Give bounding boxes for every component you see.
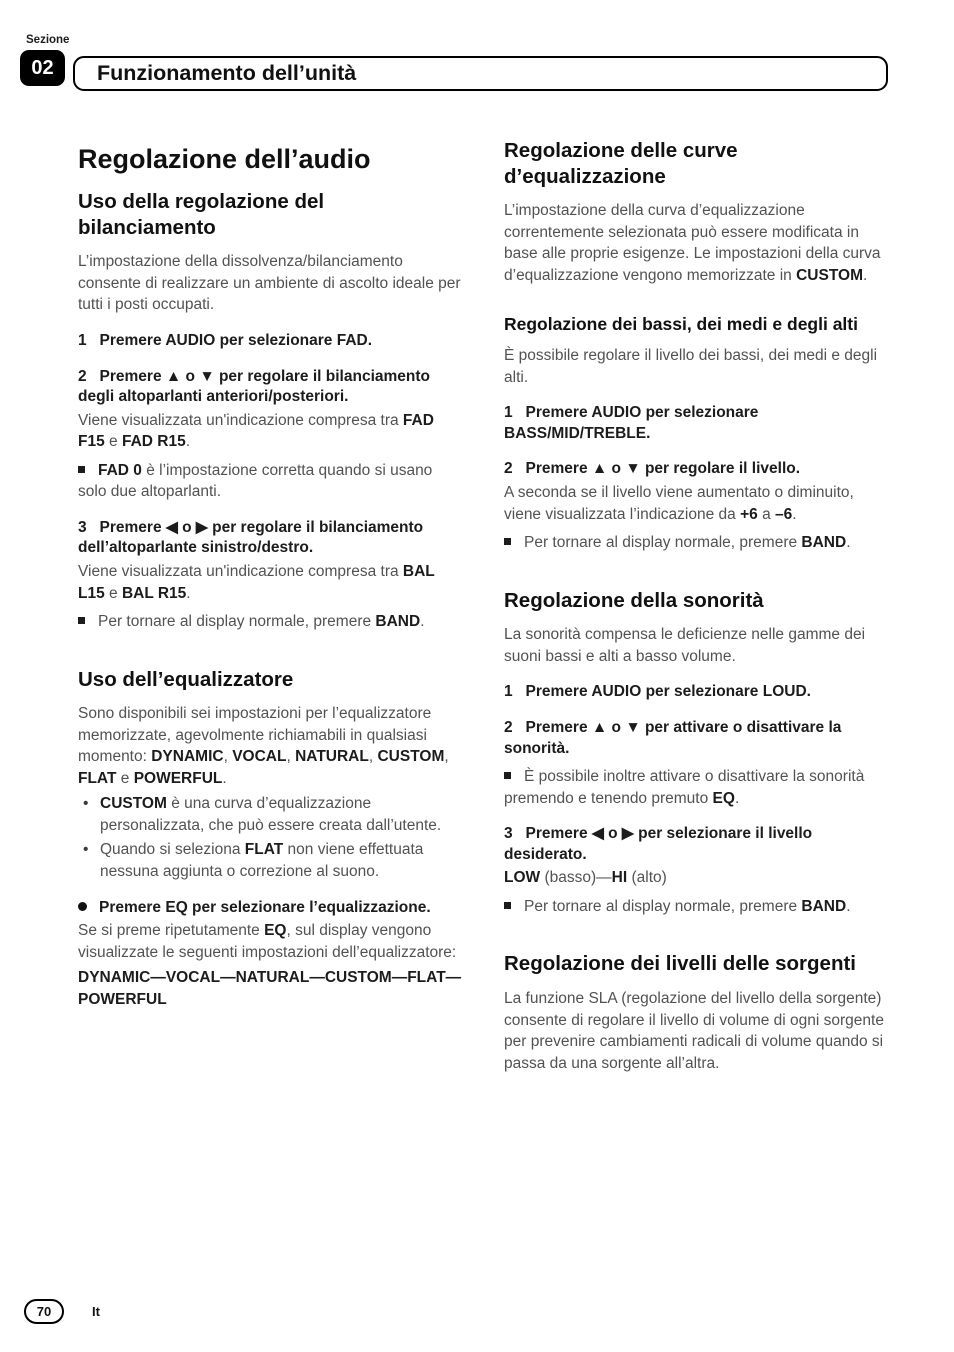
bass-step-2-result: A seconda se il livello viene aumentato o diminuito, viene visualizzata l’indicazione da +6 a –6. <box>504 484 854 523</box>
balance-intro-paragraph: L’impostazione della dissolvenza/bilanciamento consente di realizzare un ambiente di ascolto ideale per tutti i posti occupati. <box>78 253 461 314</box>
loudness-intro-paragraph: La sonorità compensa le deficienze nelle gamme dei suoni bassi e alti a basso volume. <box>504 626 866 665</box>
equalizer-sequence: DYNAMIC—VOCAL—NATURAL—CUSTOM—FLAT—POWERFUL <box>78 969 462 1008</box>
square-bullet-icon <box>78 466 85 473</box>
loudness-band-note-text: Per tornare al display normale, premere BAND. <box>524 897 851 915</box>
balance-step-3-result: Viene visualizzata un'indicazione compresa tra BAL L15 e BAL R15. <box>78 563 435 602</box>
equalizer-bullet-list <box>78 793 464 882</box>
chapter-header-row <box>20 50 888 92</box>
balance-step-1: 1 Premere AUDIO per selezionare FAD. <box>78 331 373 349</box>
balance-step-3: 3 Premere ◀ o ▶ per regolare il bilanciamento dell’altoparlante sinistro/destro. <box>78 518 424 557</box>
language-label: It <box>92 1304 100 1319</box>
loudness-eq-note <box>504 766 890 809</box>
square-bullet-icon <box>78 617 85 624</box>
eq-curves-heading: Regolazione delle curve d’equalizzazione <box>504 139 738 188</box>
equalizer-flat-bullet: • Quando si seleziona FLAT non viene effettuata nessuna aggiunta o correzione al suono. <box>100 839 464 882</box>
sla-intro-paragraph: La funzione SLA (regolazione del livello della sorgente) consente di regolare il livello di volume di ogni sorgente per prevenire cambiamenti radicali di volume quando si passa da una sorgente all’altra. <box>504 990 884 1072</box>
bass-mid-treble-intro: È possibile regolare il livello dei bassi, dei medi e degli alti. <box>504 347 878 386</box>
audio-adjustment-title: Regolazione dell’audio <box>78 144 371 174</box>
loudness-eq-note-text: È possibile inoltre attivare o disattivare la sonorità premendo e tenendo premuto EQ. <box>504 768 865 807</box>
equalizer-action-text: Premere EQ per selezionare l’equalizzazione. <box>99 898 431 916</box>
equalizer-heading: Uso dell’equalizzatore <box>78 667 294 691</box>
loudness-levels: LOW (basso)—HI (alto) <box>504 869 667 887</box>
square-bullet-icon <box>504 772 511 779</box>
equalizer-intro-paragraph: Sono disponibili sei impostazioni per l’equalizzatore memorizzate, agevolmente richiamabili in qualsiasi momento: DYNAMIC, VOCAL, NATURAL, CUSTOM, FLAT e POWERFUL. <box>78 705 449 787</box>
loudness-heading: Regolazione della sonorità <box>504 588 764 612</box>
chapter-title: Funzionamento dell’unità <box>97 61 357 85</box>
loudness-step-3: 3 Premere ◀ o ▶ per selezionare il livello desiderato. <box>504 825 813 863</box>
eq-curves-intro-paragraph: L’impostazione della curva d’equalizzazione correntemente selezionata può essere modificata in base alle proprie esigenze. Le impostazioni della curva d’equalizzazione vengono memorizzate in CUSTOM. <box>504 202 881 284</box>
balance-band-note-text: Per tornare al display normale, premere BAND. <box>98 613 425 631</box>
bass-band-note <box>504 532 890 554</box>
square-bullet-icon <box>504 902 511 909</box>
balance-band-note <box>78 611 464 633</box>
chapter-title-box <box>73 56 888 91</box>
bass-mid-treble-heading: Regolazione dei bassi, dei medi e degli alti <box>504 314 858 335</box>
bass-band-note-text: Per tornare al display normale, premere BAND. <box>524 534 851 552</box>
page-number: 70 <box>24 1299 64 1324</box>
page-body <box>0 138 954 1078</box>
balance-fad0-note <box>78 460 464 503</box>
bass-step-2: 2 Premere ▲ o ▼ per regolare il livello. <box>504 460 801 478</box>
equalizer-action <box>78 898 464 919</box>
equalizer-action-note: Se si preme ripetutamente EQ, sul display vengono visualizzate le seguenti impostazioni dell’equalizzatore: <box>78 922 457 961</box>
equalizer-custom-bullet: • CUSTOM è una curva d’equalizzazione personalizzata, che può essere creata dall’utente. <box>100 793 464 836</box>
balance-fad0-note-text: FAD 0 è l’impostazione corretta quando si usano solo due altoparlanti. <box>78 461 433 501</box>
loudness-step-1: 1 Premere AUDIO per selezionare LOUD. <box>504 683 811 701</box>
balance-step-2-result: Viene visualizzata un'indicazione compresa tra FAD F15 e FAD R15. <box>78 411 434 451</box>
page-footer <box>24 1299 100 1324</box>
balance-heading: Uso della regolazione del bilanciamento <box>78 190 325 239</box>
balance-step-2: 2 Premere ▲ o ▼ per regolare il bilanciamento degli altoparlanti anteriori/posteriori. <box>78 367 430 406</box>
section-label: Sezione <box>26 34 70 46</box>
page-header <box>0 0 954 92</box>
loudness-band-note <box>504 896 890 918</box>
section-number-badge: 02 <box>20 50 65 86</box>
loudness-step-2: 2 Premere ▲ o ▼ per attivare o disattivare la sonorità. <box>504 718 842 757</box>
square-bullet-icon <box>504 538 511 545</box>
sla-heading: Regolazione dei livelli delle sorgenti <box>504 952 857 976</box>
right-column <box>504 138 890 1078</box>
bass-step-1: 1 Premere AUDIO per selezionare BASS/MID/TREBLE. <box>504 404 759 442</box>
filled-circle-bullet-icon <box>78 902 87 911</box>
left-column <box>78 138 464 1078</box>
